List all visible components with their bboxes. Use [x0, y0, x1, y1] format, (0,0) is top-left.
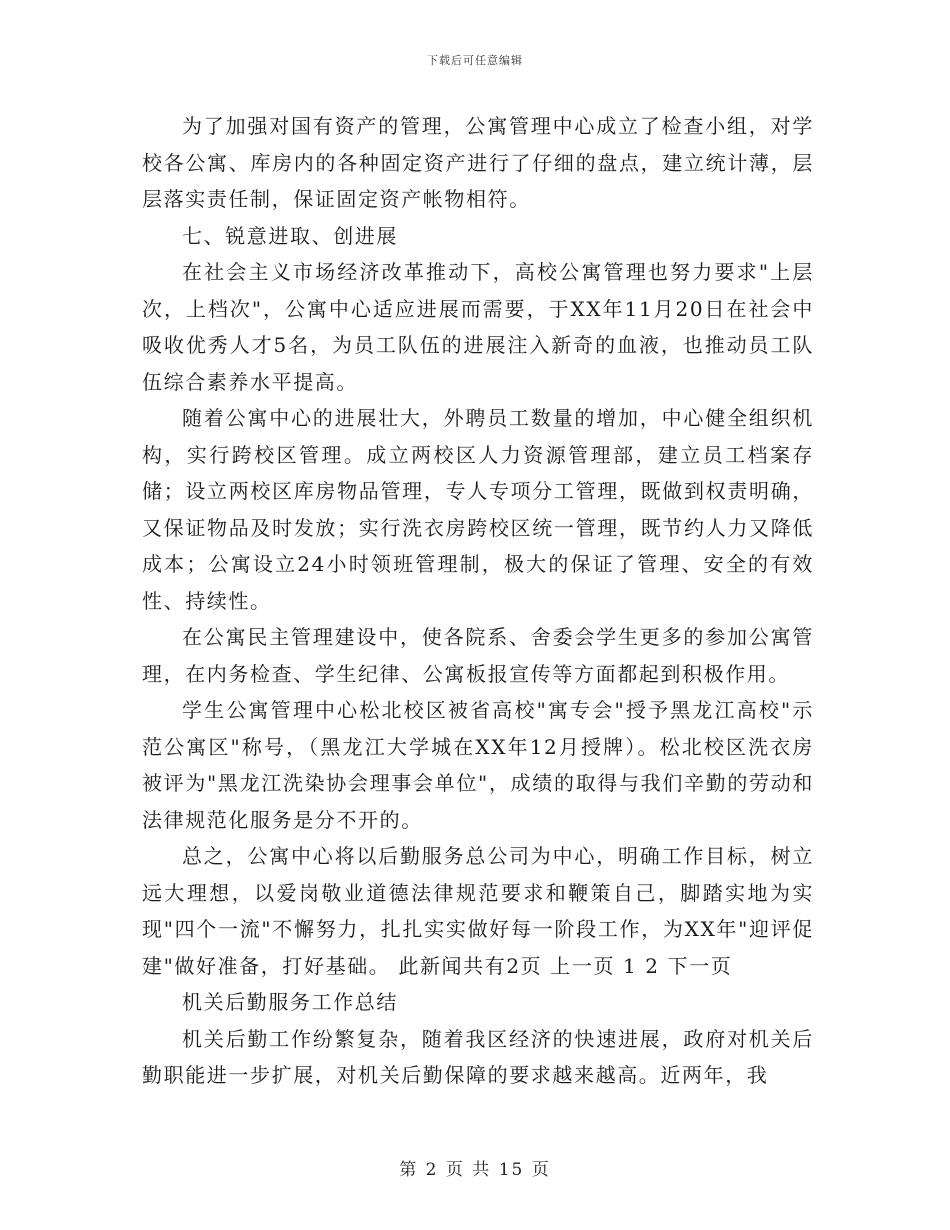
section-heading-seven: 七、锐意进取、创进展: [182, 223, 398, 248]
paragraph-logistics-intro: 机关后勤工作纷繁复杂，随着我区经济的快速进展，政府对机关后勤职能进一步扩展，对机关后勤保障的要求越来越高。近两年，我: [142, 1026, 814, 1087]
paragraph-organization: 随着公寓中心的进展壮大，外聘员工数量的增加，中心健全组织机构，实行跨校区管理。成立两校区人力资源管理部，建立员工档案存储；设立两校区库房物品管理，专人专项分工管理，既做到权责明确，又保证物品及时发放；实行洗衣房跨校区统一管理，既节约人力又降低成本；公寓设立24小时领班管理制，极大的保证了管理、安全的有效性、持续性。: [142, 406, 814, 613]
paragraph-honors: 学生公寓管理中心松北校区被省高校"寓专会"授予黑龙江高校"示范公寓区"称号，（黑龙江大学城在XX年12月授牌）。松北校区洗衣房被评为"黑龙江洗染协会理事会单位"，成绩的取得与我们辛勤的劳动和法律规范化服务是分不开的。: [142, 698, 814, 832]
page-number-footer: 第 2 页 共 15 页: [399, 1160, 551, 1180]
paragraph-market-reform: 在社会主义市场经济改革推动下，高校公寓管理也努力要求"上层次，上档次"，公寓中心适应进展而需要，于XX年11月20日在社会中吸收优秀人才5名，为员工队伍的进展注入新奇的血液，也推动员工队伍综合素养水平提高。: [142, 260, 814, 394]
paragraph-conclusion: 总之，公寓中心将以后勤服务总公司为中心，明确工作目标，树立远大理想，以爱岗敬业道德法律规范要求和鞭策自己，脚踏实地为实现"四个一流"不懈努力，扎扎实实做好每一阶段工作，为XX年"迎评促建"做好准备，打好基础。 此新闻共有2页 上一页 1 2 下一页: [142, 844, 814, 978]
page-header-note: 下载后可任意编辑: [427, 54, 523, 67]
section-heading-logistics-summary: 机关后勤服务工作总结: [182, 990, 398, 1014]
paragraph-democratic-management: 在公寓民主管理建设中，使各院系、舍委会学生更多的参加公寓管理，在内务检查、学生纪律、公寓板报宣传等方面都起到积极作用。: [142, 625, 814, 686]
document-body: [142, 108, 814, 1094]
paragraph-asset-management: 为了加强对国有资产的管理，公寓管理中心成立了检查小组，对学校各公寓、库房内的各种固定资产进行了仔细的盘点，建立统计薄，层层落实责任制，保证固定资产帐物相符。: [142, 114, 814, 211]
